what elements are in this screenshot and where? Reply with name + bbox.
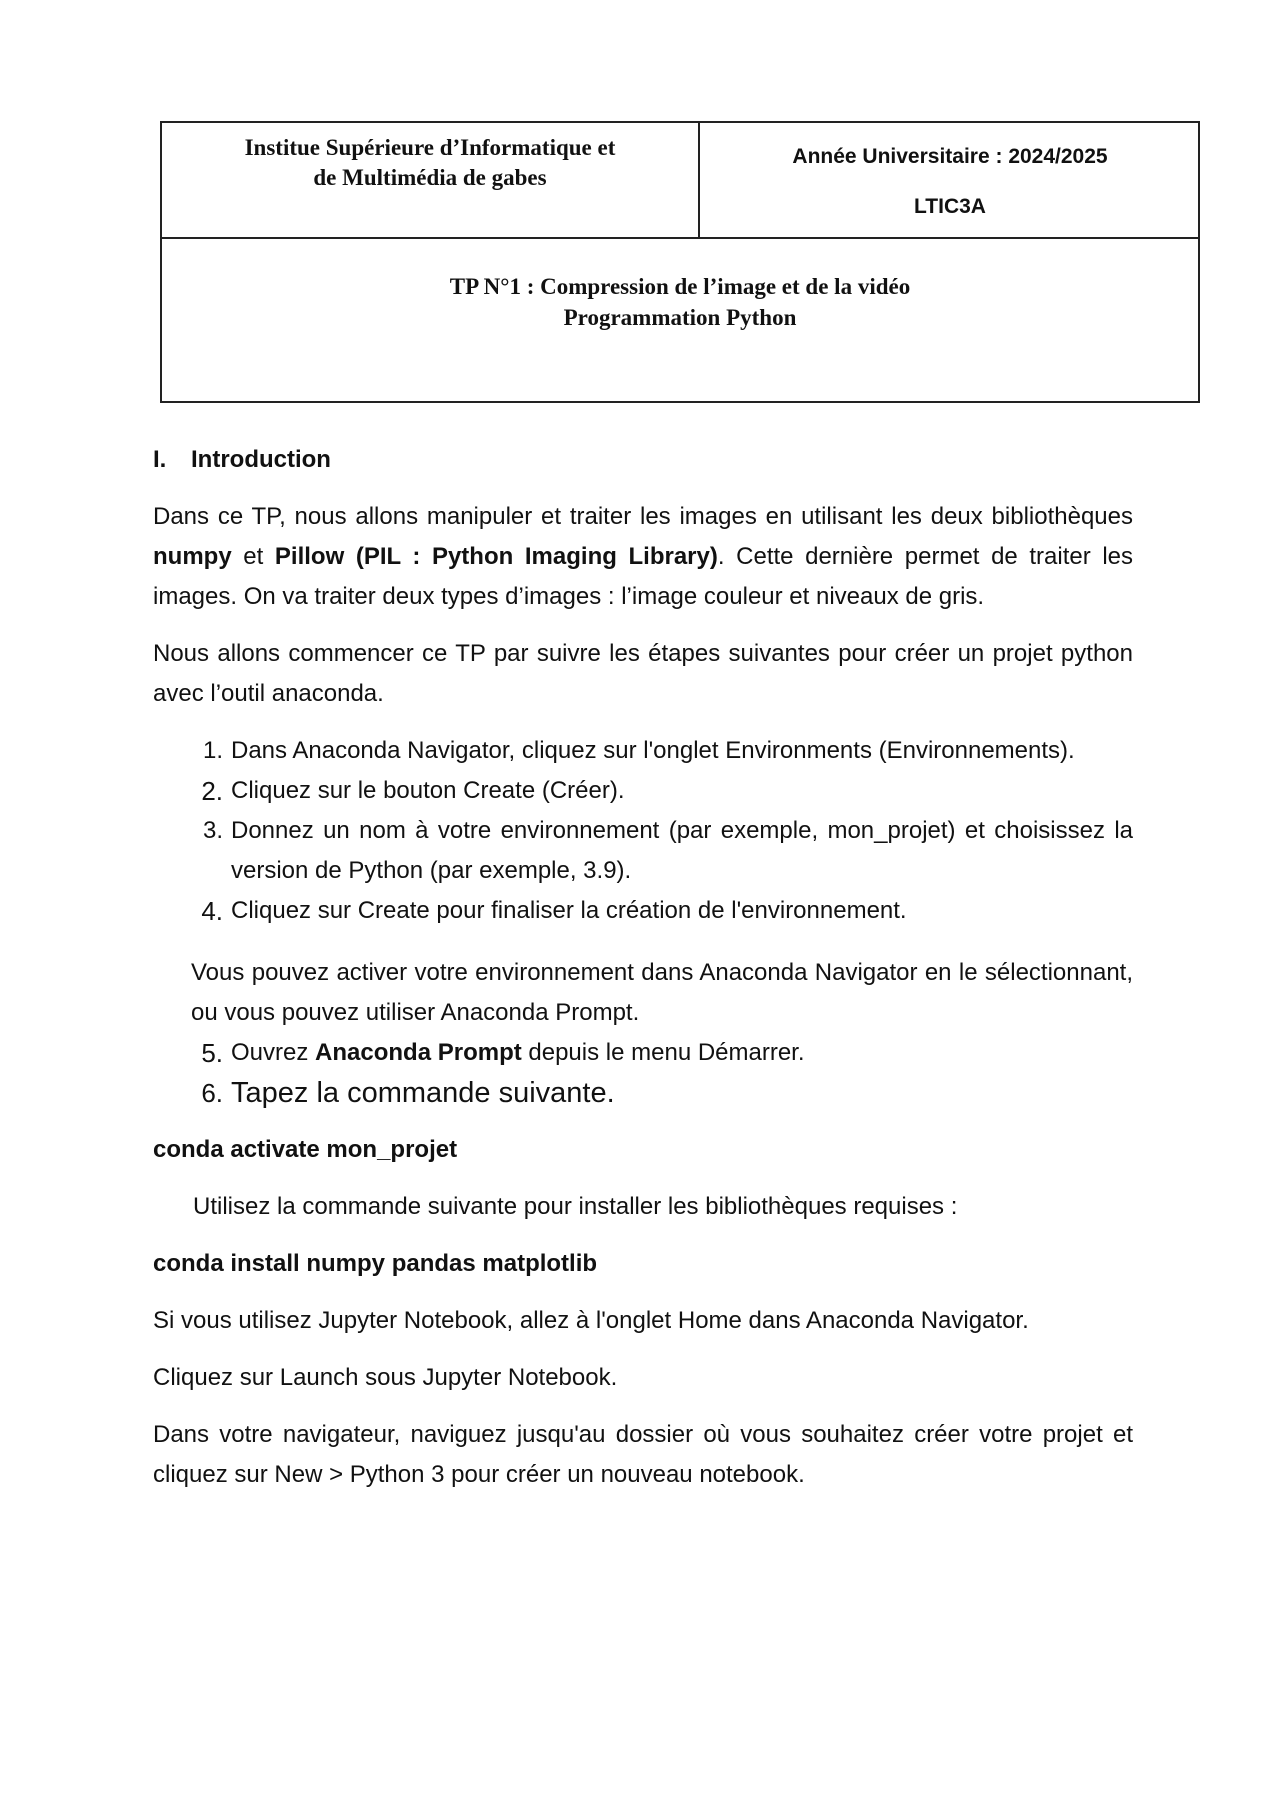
step-number: 6. (201, 1078, 223, 1108)
step5-text-b: depuis le menu Démarrer. (521, 1039, 805, 1066)
step5-text-a: Ouvrez (231, 1039, 316, 1066)
step-text: Tapez la commande suivante. (231, 1077, 615, 1109)
step-text: Donnez un nom à votre environnement (par exemple, mon_projet) et choisissez la version de Python (par exemple, 3.9). (231, 817, 1133, 884)
intro-text-a: Dans ce TP, nous allons manipuler et traiter les images en utilisant les deux bibliothèques (153, 503, 1133, 530)
command-activate (153, 1130, 1133, 1170)
table-divider-horizontal (162, 237, 1198, 239)
intro-text-c: et (231, 543, 275, 570)
step-text: Cliquez sur le bouton Create (Créer). (231, 777, 625, 804)
jupyter-paragraph-3: Dans votre navigateur, naviguez jusqu'au dossier où vous souhaitez créer votre projet et cliquez sur New > Python 3 pour créer un nouveau notebook. (153, 1421, 1133, 1488)
jupyter-paragraph-2: Cliquez sur Launch sous Jupyter Notebook. (153, 1364, 618, 1391)
tp-title (162, 271, 1198, 333)
institution-name (162, 133, 698, 193)
list-item (153, 891, 1133, 931)
step-text: Cliquez sur Create pour finaliser la création de l'environnement. (231, 897, 907, 924)
tp-title-line-1: TP N°1 : Compression de l’image et de la vidéo (449, 274, 911, 299)
intro-paragraph-2: Nous allons commencer ce TP par suivre les étapes suivantes pour créer un projet python avec l’outil anaconda. (153, 640, 1133, 707)
step-number: 1. (202, 737, 223, 764)
institution-line-1: Institue Supérieure d’Informatique et (244, 135, 616, 160)
list-item (153, 1033, 1133, 1073)
step-text: Dans Anaconda Navigator, cliquez sur l'onglet Environments (Environnements). (231, 737, 1075, 764)
command-install (153, 1244, 1133, 1284)
numpy-bold: numpy (153, 543, 232, 570)
steps-list-continued (153, 1033, 1133, 1113)
list-item (153, 1073, 1133, 1113)
anaconda-prompt-bold: Anaconda Prompt (315, 1039, 522, 1066)
step-number: 5. (201, 1038, 223, 1068)
header-table (160, 121, 1200, 403)
class-code: LTIC3A (914, 195, 986, 218)
tp-title-line-2: Programmation Python (563, 305, 797, 330)
install-note: Utilisez la commande suivante pour installer les bibliothèques requises : (193, 1193, 958, 1220)
section-heading (153, 440, 1133, 480)
command-install-text: conda install numpy pandas matplotlib (153, 1250, 598, 1277)
step-text (231, 1033, 1133, 1073)
institution-line-2: de Multimédia de gabes (313, 165, 547, 190)
step-number: 3. (202, 817, 223, 844)
jupyter-paragraph-1: Si vous utilisez Jupyter Notebook, allez à l'onglet Home dans Anaconda Navigator. (153, 1307, 1029, 1334)
step-number: 4. (201, 896, 223, 926)
list-item (153, 731, 1133, 771)
intro-paragraph-1 (153, 497, 1133, 617)
steps-list (153, 731, 1133, 931)
list-item (153, 811, 1133, 891)
activate-note: Vous pouvez activer votre environnement dans Anaconda Navigator en le sélectionnant, ou vous pouvez utiliser Anaconda Prompt. (191, 959, 1133, 1026)
step-number: 2. (201, 776, 223, 806)
intro-text-d: . Cette dernière permet de traiter les images. On va traiter deux types d’images : l’image couleur et niveaux de gris. (153, 543, 1133, 610)
list-item (153, 771, 1133, 811)
section-number: I. (153, 446, 167, 473)
command-activate-text: conda activate mon_projet (153, 1136, 458, 1163)
section-title: Introduction (191, 446, 331, 473)
pillow-bold: Pillow (PIL : Python Imaging Library) (274, 543, 718, 570)
academic-year: Année Universitaire : 2024/2025 (792, 145, 1108, 168)
document-body (153, 440, 1133, 1495)
